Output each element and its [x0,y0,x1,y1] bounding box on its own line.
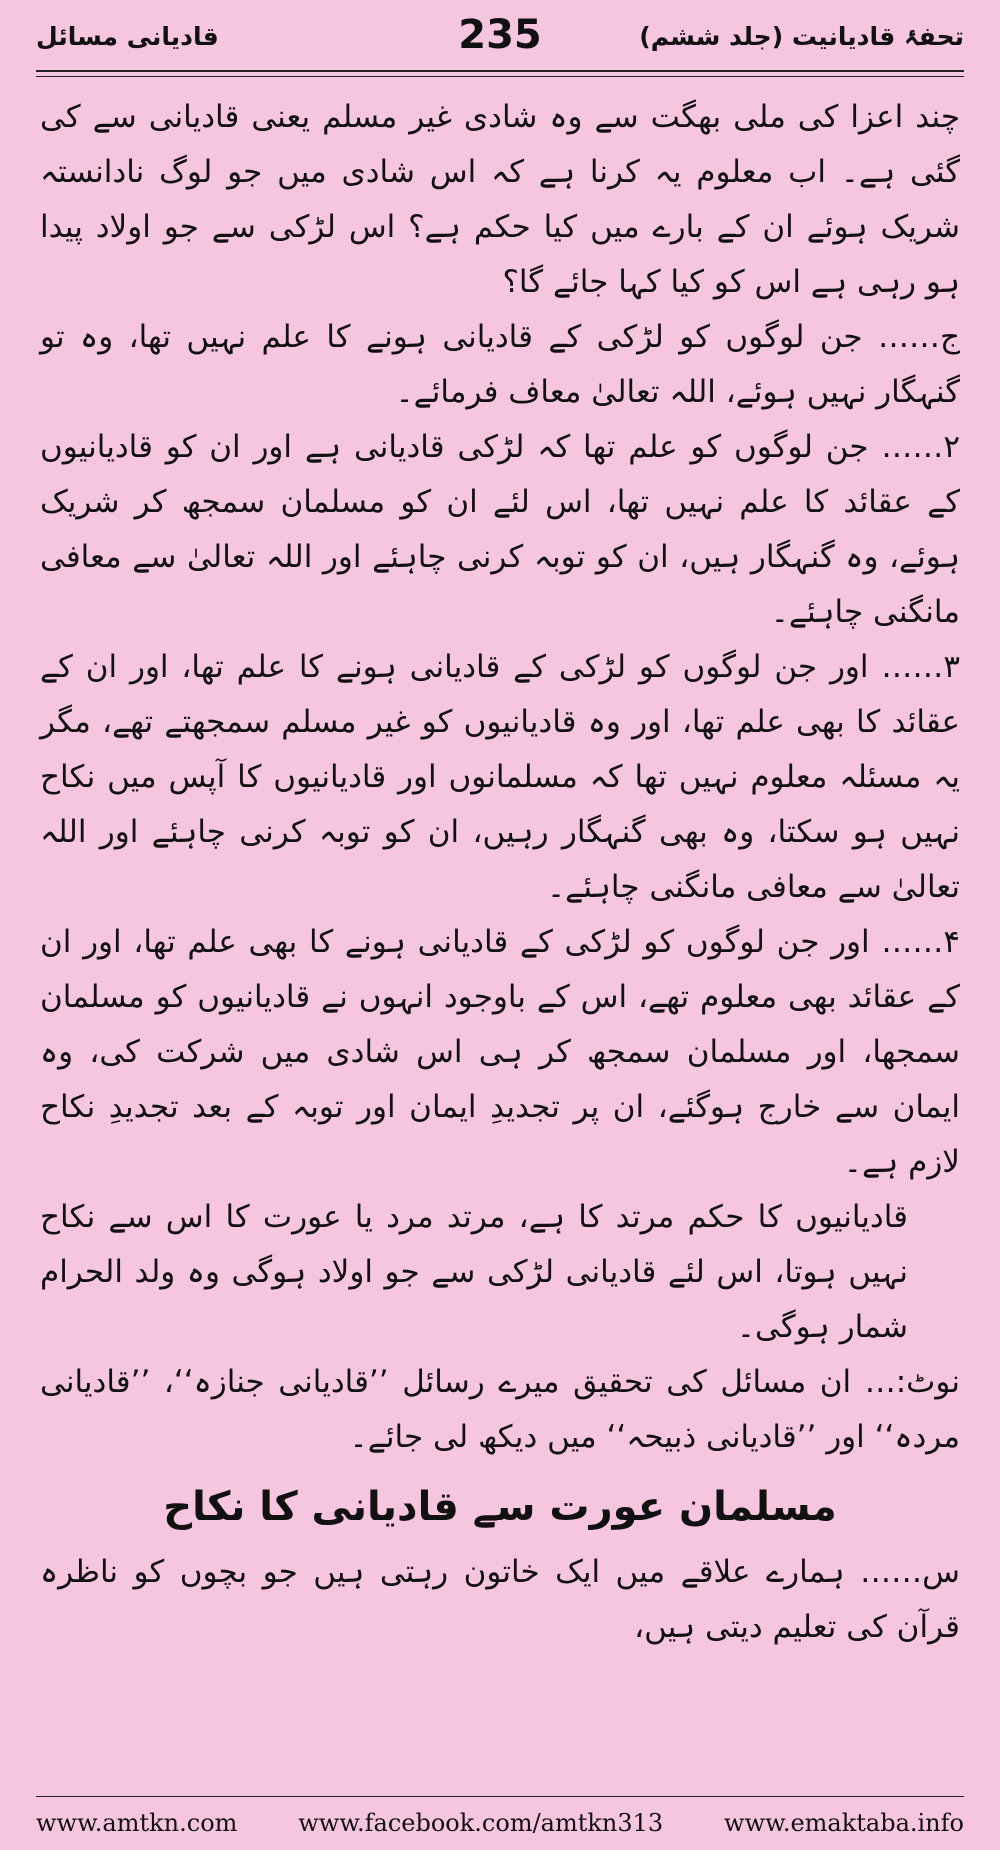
chapter-title: قادیانی مسائل [36,22,219,51]
paragraph-new-question: س…… ہمارے علاقے میں ایک خاتون رہتی ہیں جو بچوں کو ناظرہ قرآن کی تعلیم دیتی ہیں، [40,1554,960,1645]
footer-link-amtkn[interactable]: www.amtkn.com [36,1809,238,1837]
page-content [40,90,960,1655]
header-rule-thin [36,76,964,77]
page-header [36,12,964,64]
section-heading: مسلمان عورت سے قادیانی کا نکاح [163,1484,837,1530]
paragraph-answer-1: ج…… جن لوگوں کو لڑکی کے قادیانی ہونے کا علم نہیں تھا، وہ تو گنہگار نہیں ہوئے، اللہ تعالیٰ معاف فرمائے۔ [40,319,960,410]
footer-rule [36,1796,964,1797]
paragraph-question-end: چند اعزا کی ملی بھگت سے وہ شادی غیر مسلم یعنی قادیانی سے کی گئی ہے۔ اب معلوم یہ کرنا ہے کہ اس شادی میں جو لوگ نادانستہ شریک ہوئے ان کے بارے میں کیا حکم ہے؟ اس لڑکی سے جو اولاد پیدا ہو رہی ہے اس کو کیا کہا جائے گا؟ [40,99,960,300]
footer-link-facebook[interactable]: www.facebook.com/amtkn313 [298,1809,664,1837]
page-number: 235 [458,12,542,58]
header-rule [36,70,964,72]
paragraph-answer-3: ۳…… اور جن لوگوں کو لڑکی کے قادیانی ہونے کا علم تھا، اور ان کے عقائد کا بھی علم تھا، اور وہ قادیانیوں کو غیر مسلم سمجھتے تھے، مگر یہ مسئلہ معلوم نہیں تھا کہ مسلمانوں اور قادیانیوں کا آپس میں نکاح نہیں ہو سکتا، وہ بھی گنہگار رہیں، ان کو توبہ کرنی چاہئے اور اللہ تعالیٰ سے معافی مانگنی چاہئے۔ [40,649,960,905]
paragraph-note: نوٹ:… ان مسائل کی تحقیق میرے رسائل ’’قادیانی جنازہ‘‘، ’’قادیانی مردہ‘‘ اور ’’قادیانی ذبیحہ‘‘ میں دیکھ لی جائے۔ [40,1364,960,1455]
paragraph-answer-2: ۲…… جن لوگوں کو علم تھا کہ لڑکی قادیانی ہے اور ان کو قادیانیوں کے عقائد کا علم نہیں تھا، اس لئے ان کو مسلمان سمجھ کر شریک ہوئے، وہ گنہگار ہیں، ان کو توبہ کرنی چاہئے اور اللہ تعالیٰ سے معافی مانگنی چاہئے۔ [40,429,960,630]
book-title: تحفۂ قادیانیت (جلد ششم) [639,22,964,51]
paragraph-ruling: قادیانیوں کا حکم مرتد کا ہے، مرتد مرد یا عورت کا اس سے نکاح نہیں ہوتا، اس لئے قادیانی لڑکی سے جو اولاد ہوگی وہ ولد الحرام شمار ہوگی۔ [40,1199,908,1345]
footer-link-emaktaba[interactable]: www.emaktaba.info [724,1809,964,1837]
paragraph-answer-4: ۴…… اور جن لوگوں کو لڑکی کے قادیانی ہونے کا بھی علم تھا، اور ان کے عقائد بھی معلوم تھے، اس کے باوجود انہوں نے قادیانیوں کو مسلمان سمجھا، اور مسلمان سمجھ کر ہی اس شادی میں شرکت کی، وہ ایمان سے خارج ہوگئے، ان پر تجدیدِ ایمان اور توبہ کے بعد تجدیدِ نکاح لازم ہے۔ [40,924,960,1180]
page-footer [36,1806,964,1840]
